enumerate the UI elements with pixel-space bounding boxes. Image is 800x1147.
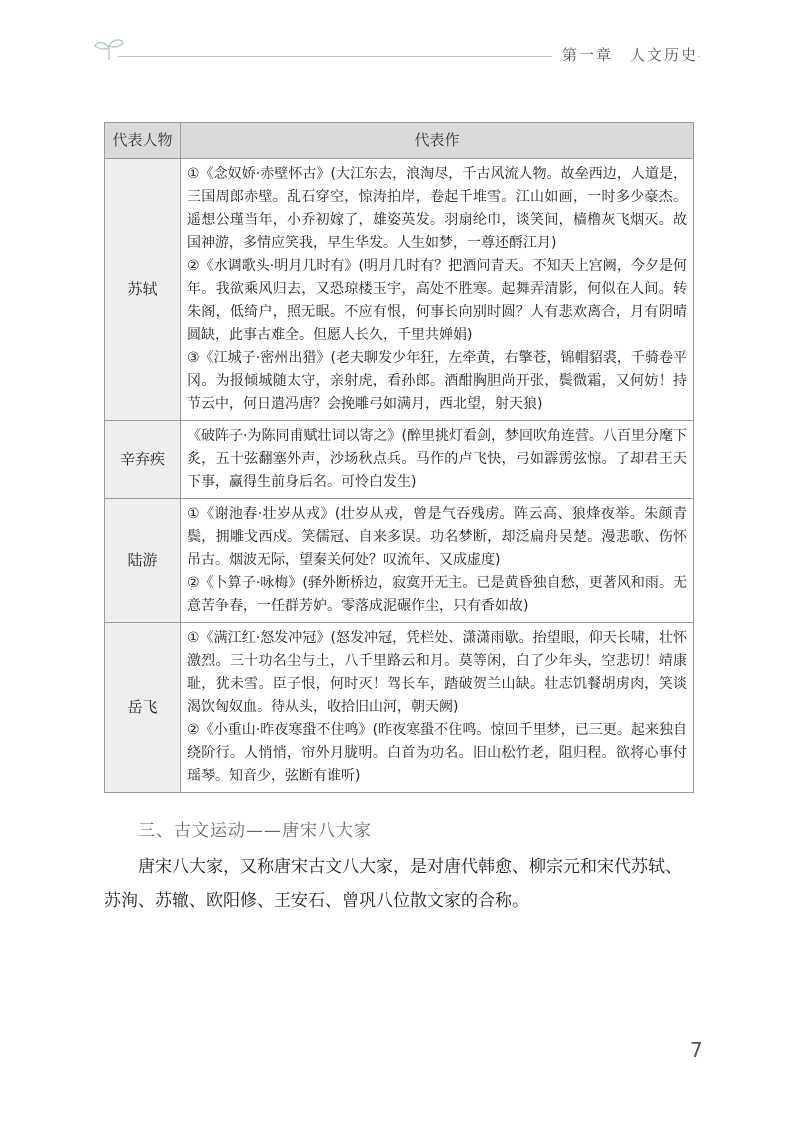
page-header bbox=[0, 0, 800, 90]
works-text: 《破阵子·为陈同甫赋壮词以寄之》(醉里挑灯看剑，梦回吹角连营。八百里分麾下炙，五十弦翻塞外声，沙场秋点兵。马作的卢飞快，弓如霹雳弦惊。了却君王天下事，赢得生前身后名。可怜白发生) bbox=[181, 421, 694, 499]
works-text: ①《满江红·怒发冲冠》(怒发冲冠，凭栏处、潇潇雨歇。抬望眼，仰天长啸，壮怀激烈。三十功名尘与土，八千里路云和月。莫等闲，白了少年头，空悲切！靖康耻，犹未雪。臣子恨，何时灭！驾长车，踏破贺兰山缺。壮志饥餐胡虏肉，笑谈渴饮匈奴血。待从头，收拾旧山河，朝天阙) ②《小重山·昨夜寒蛩不住鸣》(昨夜寒蛩不住鸣。惊回千里梦，已三更。起来独自绕阶行。人悄悄，帘外月胧明。白首为功名。旧山松竹老，阻归程。欲将心事付瑶琴。知音少，弦断有谁听) bbox=[181, 623, 694, 793]
header-works: 代表作 bbox=[181, 123, 694, 159]
table-header-row bbox=[105, 123, 694, 159]
table-row bbox=[105, 499, 694, 623]
person-name: 岳飞 bbox=[105, 623, 181, 793]
page-number: 7 bbox=[690, 1038, 703, 1062]
header-person: 代表人物 bbox=[105, 123, 181, 159]
section-body: 唐宋八大家，又称唐宋古文八大家，是对唐代韩愈、柳宗元和宋代苏轼、苏洵、苏辙、欧阳修、王安石、曾巩八位散文家的合称。 bbox=[104, 857, 682, 911]
table-row bbox=[105, 623, 694, 793]
person-name: 陆游 bbox=[105, 499, 181, 623]
section-title: 三、古文运动——唐宋八大家 bbox=[138, 821, 372, 841]
person-name: 辛弃疾 bbox=[105, 421, 181, 499]
works-text: ①《念奴娇·赤壁怀古》(大江东去，浪淘尽，千古风流人物。故垒西边，人道是，三国周郎赤壁。乱石穿空，惊涛拍岸，卷起千堆雪。江山如画，一时多少豪杰。遥想公瑾当年，小乔初嫁了，雄姿英发。羽扇纶巾，谈笑间，樯橹灰飞烟灭。故国神游，多情应笑我，早生华发。人生如梦，一尊还酹江月) ②《水调歌头·明月几时有》(明月几时有？把酒问青天。不知天上宫阙，今夕是何年。我欲乘风归去，又恐琼楼玉宇，高处不胜寒。起舞弄清影，何似在人间。转朱阁，低绮户，照无眠。不应有恨，何事长向别时圆？人有悲欢离合，月有阴晴圆缺，此事古难全。但愿人长久，千里共婵娟) ③《江城子·密州出猎》(老夫聊发少年狂，左牵黄，右擎苍，锦帽貂裘，千骑卷平冈。为报倾城随太守，亲射虎，看孙郎。酒酣胸胆尚开张，鬓微霜，又何妨！持节云中，何日遣冯唐？会挽雕弓如满月，西北望，射天狼) bbox=[181, 159, 694, 421]
person-name: 苏轼 bbox=[105, 159, 181, 421]
works-text: ①《谢池春·壮岁从戎》(壮岁从戎，曾是气吞残虏。阵云高、狼烽夜举。朱颜青鬓，拥雕戈西戍。笑儒冠、自来多误。功名梦断，却泛扁舟吴楚。漫悲歌、伤怀吊古。烟波无际，望秦关何处？叹流年、又成虚度) ②《卜算子·咏梅》(驿外断桥边，寂寞开无主。已是黄昏独自愁，更著风和雨。无意苦争春，一任群芳妒。零落成泥碾作尘，只有香如故) bbox=[181, 499, 694, 623]
sprout-icon bbox=[92, 36, 126, 62]
table-row bbox=[105, 421, 694, 499]
table-row bbox=[105, 159, 694, 421]
representative-works-table bbox=[104, 122, 694, 793]
chapter-title: 第一章 人文历史 bbox=[552, 44, 698, 65]
